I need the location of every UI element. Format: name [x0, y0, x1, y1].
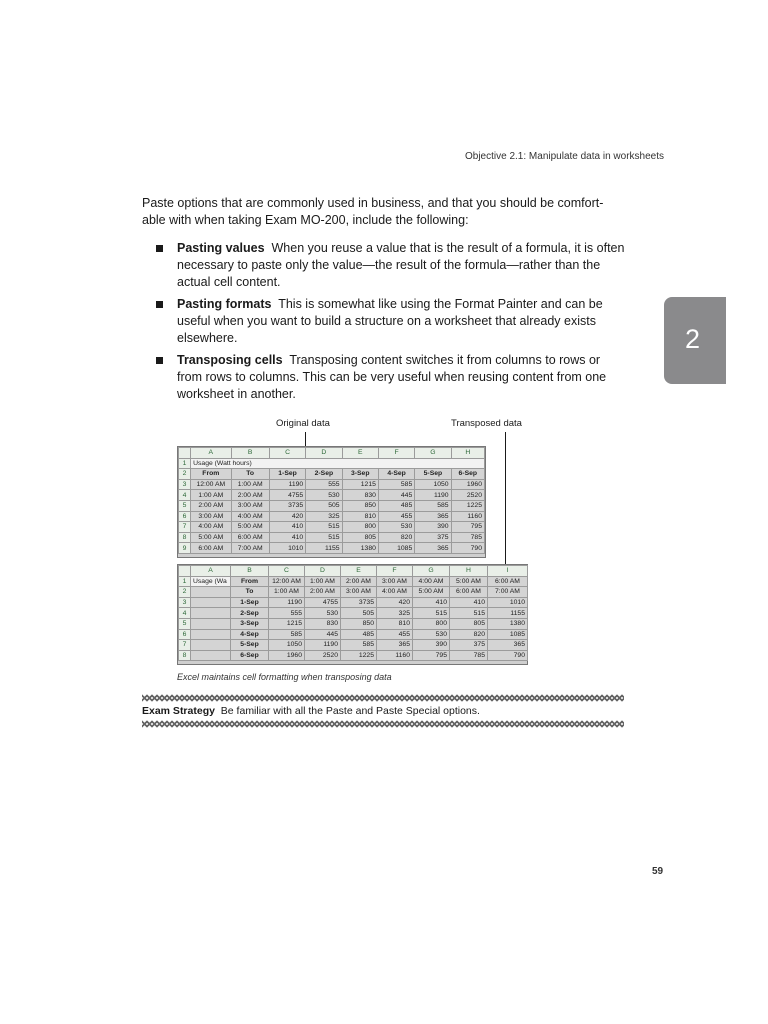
- data-cell: 390: [413, 640, 450, 651]
- table-row: [179, 608, 528, 619]
- data-cell: 2:00 AM: [231, 490, 269, 501]
- divider-bottom: [142, 720, 624, 728]
- row-number: 4: [179, 608, 191, 619]
- data-cell: 530: [413, 629, 450, 640]
- row-number: 6: [179, 629, 191, 640]
- chapter-tab: [664, 297, 726, 384]
- row-number: 7: [179, 522, 191, 533]
- row-number: 8: [179, 650, 191, 661]
- data-cell: 2:00 AM: [305, 587, 341, 598]
- data-cell: 3:00 AM: [231, 500, 269, 511]
- data-cell: 4:00 AM: [191, 522, 231, 533]
- data-cell: 1190: [415, 490, 451, 501]
- running-head: Objective 2.1: Manipulate data in worksheets: [465, 151, 664, 162]
- table-row: [179, 511, 485, 522]
- divider-top: [142, 694, 624, 702]
- transposed-data-grid: [178, 565, 528, 661]
- data-cell: 1085: [488, 629, 528, 640]
- header-cell: 1-Sep: [231, 597, 269, 608]
- row-number: 3: [179, 479, 191, 490]
- header-cell: To: [231, 587, 269, 598]
- row-number: 3: [179, 597, 191, 608]
- data-cell: 1155: [488, 608, 528, 619]
- exam-strategy: [142, 705, 480, 717]
- data-cell: 810: [377, 618, 413, 629]
- data-cell: 585: [341, 640, 377, 651]
- data-cell: 410: [450, 597, 488, 608]
- data-cell: 515: [450, 608, 488, 619]
- bullet-term: Pasting values: [177, 241, 265, 255]
- table-row: [179, 543, 485, 554]
- data-cell: 530: [306, 490, 342, 501]
- data-cell: 800: [342, 522, 378, 533]
- row-number: 6: [179, 511, 191, 522]
- data-cell: 3:00 AM: [341, 587, 377, 598]
- sheet-title: Usage (Watt hours): [191, 458, 485, 469]
- data-cell: 795: [451, 522, 484, 533]
- exam-strategy-label: Exam Strategy: [142, 705, 215, 717]
- data-cell: 1225: [341, 650, 377, 661]
- data-cell: 375: [415, 532, 451, 543]
- header-cell: From: [231, 576, 269, 587]
- data-cell: 530: [378, 522, 414, 533]
- table-row: [179, 448, 485, 459]
- row-number: 5: [179, 618, 191, 629]
- row-number: 2: [179, 587, 191, 598]
- data-cell: 1085: [378, 543, 414, 554]
- list-item: [156, 352, 626, 403]
- table-row: [179, 597, 528, 608]
- callout-transposed-line: [505, 432, 506, 564]
- table-row: [179, 576, 528, 587]
- callout-transposed-label: Transposed data: [451, 418, 522, 429]
- corner-cell: [179, 448, 191, 459]
- header-cell: 2-Sep: [231, 608, 269, 619]
- data-cell: 3:00 AM: [191, 511, 231, 522]
- table-row: [179, 458, 485, 469]
- data-cell: 1215: [342, 479, 378, 490]
- data-cell: 1215: [269, 618, 305, 629]
- data-cell: 455: [377, 629, 413, 640]
- figure-caption: Excel maintains cell formatting when transposing data: [177, 672, 392, 682]
- callout-original-label: Original data: [276, 418, 330, 429]
- data-cell: 4:00 AM: [377, 587, 413, 598]
- header-cell: To: [231, 469, 269, 480]
- data-cell: 785: [451, 532, 484, 543]
- data-cell: 420: [377, 597, 413, 608]
- row-number: 4: [179, 490, 191, 501]
- data-cell: 375: [450, 640, 488, 651]
- data-cell: 4755: [305, 597, 341, 608]
- column-header: G: [413, 566, 450, 577]
- data-cell: 515: [306, 522, 342, 533]
- data-cell: 810: [342, 511, 378, 522]
- data-cell: [191, 650, 231, 661]
- chapter-number: 2: [685, 324, 701, 354]
- column-header: H: [451, 448, 484, 459]
- column-header: B: [231, 448, 269, 459]
- data-cell: 1960: [269, 650, 305, 661]
- data-cell: 6:00 AM: [231, 532, 269, 543]
- header-cell: 1-Sep: [269, 469, 305, 480]
- data-cell: 12:00 AM: [191, 479, 231, 490]
- corner-cell: [179, 566, 191, 577]
- data-cell: 1190: [269, 479, 305, 490]
- table-row: [179, 640, 528, 651]
- original-data-sheet: [177, 446, 486, 558]
- exam-strategy-text: Be familiar with all the Paste and Paste Special options.: [220, 705, 480, 717]
- data-cell: 410: [413, 597, 450, 608]
- data-cell: 1:00 AM: [191, 490, 231, 501]
- bullet-text: Transposing content switches it from columns to rows or from rows to columns. This can be very useful when reusing content from one worksheet in another.: [177, 353, 607, 401]
- data-cell: 530: [305, 608, 341, 619]
- header-cell: 6-Sep: [231, 650, 269, 661]
- data-cell: 2:00 AM: [191, 500, 231, 511]
- data-cell: 5:00 AM: [191, 532, 231, 543]
- data-cell: 1050: [415, 479, 451, 490]
- row-number: 7: [179, 640, 191, 651]
- data-cell: 325: [377, 608, 413, 619]
- data-cell: 1380: [342, 543, 378, 554]
- sheet-title: Usage (Wa: [191, 576, 231, 587]
- data-cell: 445: [378, 490, 414, 501]
- data-cell: 505: [341, 608, 377, 619]
- row-number: 5: [179, 500, 191, 511]
- table-row: [179, 629, 528, 640]
- data-cell: [191, 629, 231, 640]
- header-cell: 4-Sep: [378, 469, 414, 480]
- data-cell: 1155: [306, 543, 342, 554]
- column-header: I: [488, 566, 528, 577]
- data-cell: 830: [305, 618, 341, 629]
- column-header: F: [377, 566, 413, 577]
- header-cell: 3-Sep: [231, 618, 269, 629]
- data-cell: 1160: [451, 511, 484, 522]
- data-cell: 12:00 AM: [269, 576, 305, 587]
- data-cell: 455: [378, 511, 414, 522]
- column-header: A: [191, 448, 231, 459]
- table-row: [179, 479, 485, 490]
- data-cell: 585: [415, 500, 451, 511]
- data-cell: 585: [378, 479, 414, 490]
- data-cell: 2520: [305, 650, 341, 661]
- data-cell: 6:00 AM: [191, 543, 231, 554]
- data-cell: 325: [306, 511, 342, 522]
- data-cell: 410: [269, 532, 305, 543]
- row-number: 8: [179, 532, 191, 543]
- table-row: [179, 566, 528, 577]
- data-cell: 3735: [269, 500, 305, 511]
- column-header: E: [342, 448, 378, 459]
- column-header: C: [269, 566, 305, 577]
- data-cell: [191, 587, 231, 598]
- data-cell: 1960: [451, 479, 484, 490]
- row-number: 1: [179, 576, 191, 587]
- table-row: [179, 532, 485, 543]
- data-cell: 850: [342, 500, 378, 511]
- list-item: [156, 296, 626, 347]
- bullet-term: Transposing cells: [177, 353, 283, 367]
- data-cell: [191, 640, 231, 651]
- data-cell: 1:00 AM: [269, 587, 305, 598]
- data-cell: 4:00 AM: [231, 511, 269, 522]
- data-cell: 3:00 AM: [377, 576, 413, 587]
- data-cell: 820: [450, 629, 488, 640]
- data-cell: 5:00 AM: [413, 587, 450, 598]
- data-cell: 790: [451, 543, 484, 554]
- data-cell: 830: [342, 490, 378, 501]
- row-number: 9: [179, 543, 191, 554]
- data-cell: 420: [269, 511, 305, 522]
- data-cell: 850: [341, 618, 377, 629]
- transposed-data-sheet: [177, 564, 528, 665]
- data-cell: 1050: [269, 640, 305, 651]
- row-number: 2: [179, 469, 191, 480]
- bullet-square-icon: [156, 245, 163, 252]
- data-cell: 1:00 AM: [305, 576, 341, 587]
- table-row: [179, 522, 485, 533]
- table-row: [179, 650, 528, 661]
- column-header: F: [378, 448, 414, 459]
- data-cell: 6:00 AM: [450, 587, 488, 598]
- original-data-grid: [178, 447, 485, 554]
- table-row: [179, 500, 485, 511]
- column-header: B: [231, 566, 269, 577]
- list-item: [156, 240, 626, 291]
- data-cell: 485: [341, 629, 377, 640]
- data-cell: 5:00 AM: [450, 576, 488, 587]
- data-cell: 2:00 AM: [341, 576, 377, 587]
- data-cell: 785: [450, 650, 488, 661]
- bullet-square-icon: [156, 357, 163, 364]
- data-cell: 3735: [341, 597, 377, 608]
- column-header: G: [415, 448, 451, 459]
- data-cell: 5:00 AM: [231, 522, 269, 533]
- intro-paragraph: Paste options that are commonly used in business, and that you should be comfort-able with when taking Exam MO-200, include the following:: [142, 196, 604, 227]
- data-cell: 445: [305, 629, 341, 640]
- column-header: D: [306, 448, 342, 459]
- table-row: [179, 618, 528, 629]
- header-cell: 2-Sep: [306, 469, 342, 480]
- data-cell: 790: [488, 650, 528, 661]
- data-cell: 6:00 AM: [488, 576, 528, 587]
- data-cell: 515: [306, 532, 342, 543]
- data-cell: 365: [488, 640, 528, 651]
- data-cell: 1010: [269, 543, 305, 554]
- data-cell: 390: [415, 522, 451, 533]
- data-cell: 4755: [269, 490, 305, 501]
- data-cell: 1190: [305, 640, 341, 651]
- data-cell: 820: [378, 532, 414, 543]
- data-cell: 795: [413, 650, 450, 661]
- header-cell: 5-Sep: [415, 469, 451, 480]
- data-cell: 410: [269, 522, 305, 533]
- paste-options-list: [156, 240, 626, 408]
- column-header: E: [341, 566, 377, 577]
- data-cell: 585: [269, 629, 305, 640]
- page-number: 59: [652, 866, 664, 877]
- data-cell: 1:00 AM: [231, 479, 269, 490]
- data-cell: 365: [377, 640, 413, 651]
- data-cell: 805: [450, 618, 488, 629]
- table-row: [179, 587, 528, 598]
- data-cell: 485: [378, 500, 414, 511]
- data-cell: 1160: [377, 650, 413, 661]
- data-cell: 1225: [451, 500, 484, 511]
- data-cell: 1380: [488, 618, 528, 629]
- data-cell: 7:00 AM: [488, 587, 528, 598]
- column-header: H: [450, 566, 488, 577]
- data-cell: 505: [306, 500, 342, 511]
- bullet-text: This is somewhat like using the Format Painter and can be useful when you want to build a structure on a worksheet that already exists elsewhere.: [177, 297, 603, 345]
- data-cell: 800: [413, 618, 450, 629]
- data-cell: 805: [342, 532, 378, 543]
- data-cell: 365: [415, 543, 451, 554]
- data-cell: 2520: [451, 490, 484, 501]
- header-cell: 5-Sep: [231, 640, 269, 651]
- data-cell: 515: [413, 608, 450, 619]
- bullet-text: When you reuse a value that is the result of a formula, it is often necessary to paste only the value—the result of the formula—rather than the actual cell content.: [177, 241, 625, 289]
- row-number: 1: [179, 458, 191, 469]
- data-cell: 4:00 AM: [413, 576, 450, 587]
- header-cell: 3-Sep: [342, 469, 378, 480]
- data-cell: 1010: [488, 597, 528, 608]
- data-cell: 555: [306, 479, 342, 490]
- column-header: C: [269, 448, 305, 459]
- data-cell: 1190: [269, 597, 305, 608]
- data-cell: 555: [269, 608, 305, 619]
- data-cell: 7:00 AM: [231, 543, 269, 554]
- column-header: D: [305, 566, 341, 577]
- data-cell: [191, 597, 231, 608]
- data-cell: [191, 618, 231, 629]
- table-row: [179, 469, 485, 480]
- header-cell: From: [191, 469, 231, 480]
- header-cell: 4-Sep: [231, 629, 269, 640]
- bullet-square-icon: [156, 301, 163, 308]
- header-cell: 6-Sep: [451, 469, 484, 480]
- data-cell: [191, 608, 231, 619]
- data-cell: 365: [415, 511, 451, 522]
- table-row: [179, 490, 485, 501]
- bullet-term: Pasting formats: [177, 297, 272, 311]
- column-header: A: [191, 566, 231, 577]
